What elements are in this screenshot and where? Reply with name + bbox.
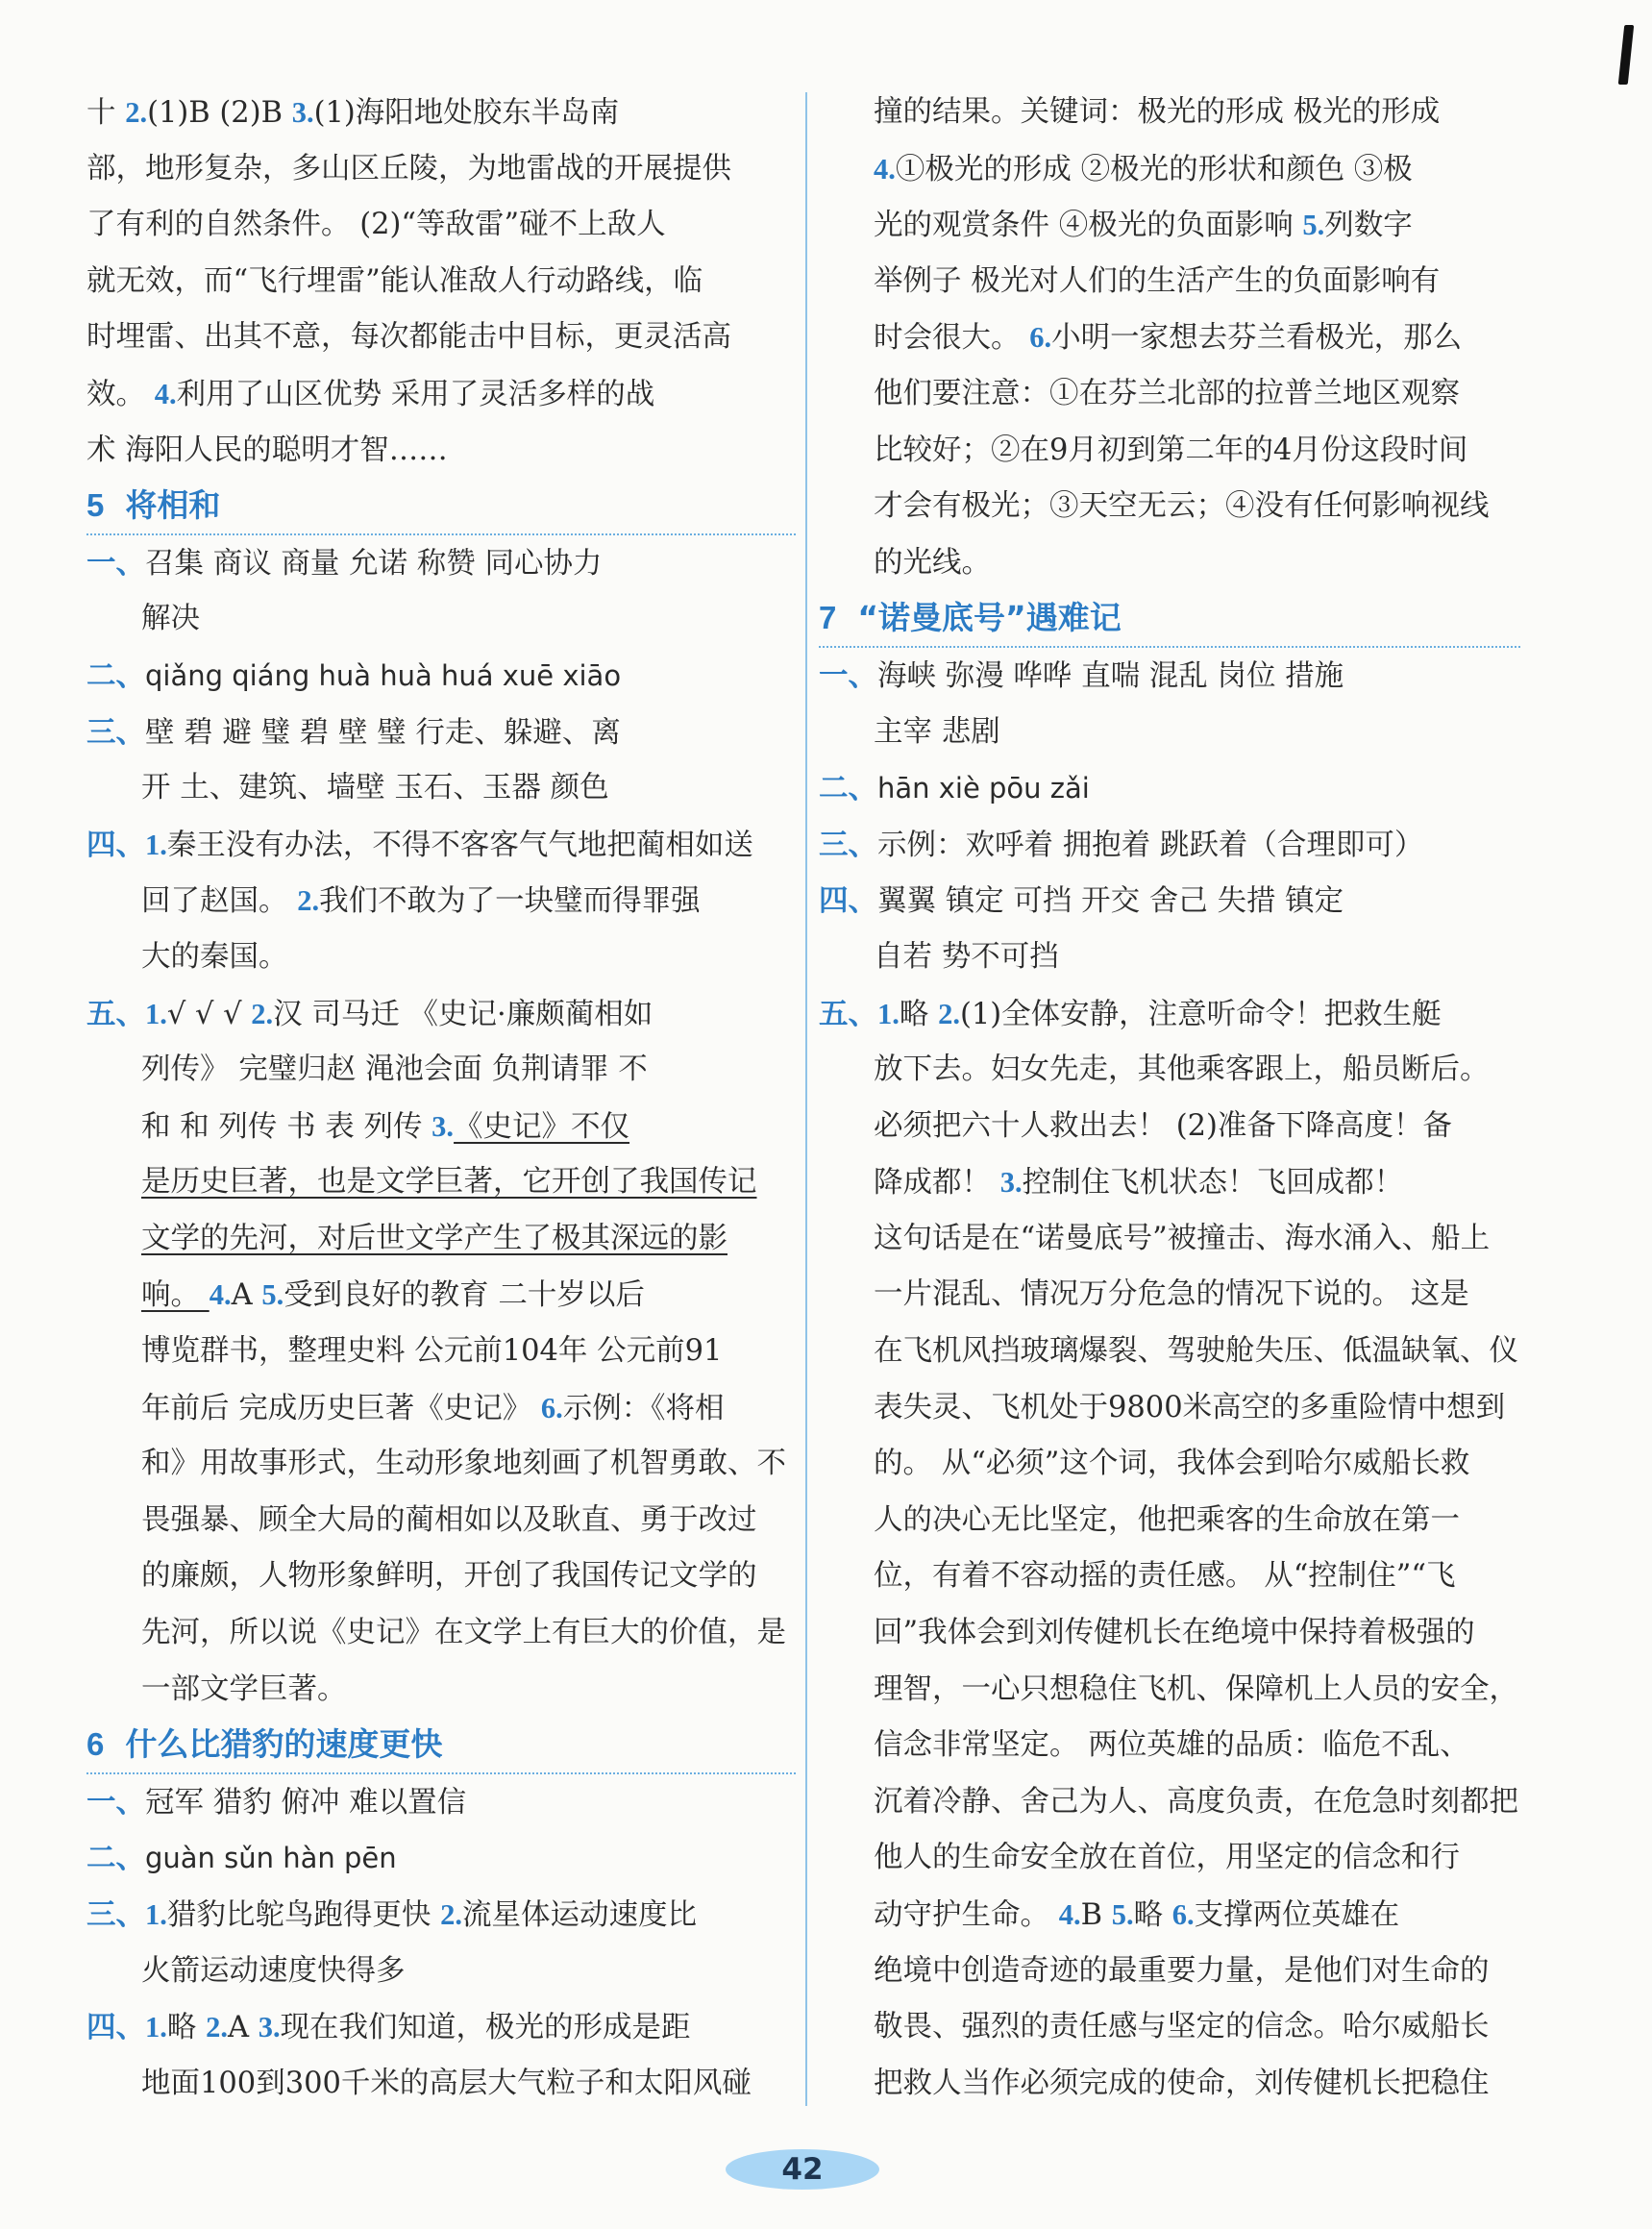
answer-line <box>819 1324 1520 1380</box>
answer-text: 沉着冷静、舍己为人、高度负责，在危急时刻都把 <box>874 1784 1518 1819</box>
answer-line <box>819 141 1520 198</box>
answer-line <box>86 817 796 874</box>
question-number: 6. <box>1029 321 1052 355</box>
answer-line <box>86 310 796 366</box>
answer-text: 先河，所以说《史记》在文学上有巨大的价值，是 <box>141 1616 786 1650</box>
question-number: 一、 <box>86 546 145 580</box>
answer-text: hān xiè pōu zǎi <box>877 772 1090 805</box>
answer-line <box>819 1605 1520 1662</box>
answer-text: 一片混乱、情况万分危急的情况下说的。 这是 <box>874 1277 1469 1312</box>
answer-line <box>819 1999 1520 2056</box>
question-number: 4. <box>154 377 177 410</box>
answer-text: 支撑两位英雄在 <box>1194 1898 1400 1932</box>
answer-line <box>819 1944 1520 2000</box>
answer-text: 举例子 极光对人们的生活产生的负面影响有 <box>874 263 1441 298</box>
answer-line <box>86 1211 796 1268</box>
question-number: 四、 <box>819 884 877 918</box>
answer-text: 利用了山区优势 采用了灵活多样的战 <box>176 377 655 411</box>
answer-text: 才会有极光；③天空无云；④没有任何影响视线 <box>874 489 1490 524</box>
answer-text: 现在我们知道，极光的形成是距 <box>280 2011 691 2045</box>
question-number: 6. <box>1171 1898 1195 1931</box>
question-number: 2. <box>440 1898 462 1931</box>
question-number: 一、 <box>819 658 877 692</box>
answer-text: 受到良好的教育 二十岁以后 <box>284 1278 645 1313</box>
question-number: 三、 <box>819 828 877 861</box>
answer-line <box>819 1830 1520 1887</box>
answer-text: 壁 碧 避 璧 碧 壁 璧 行走、躲避、离 <box>145 715 621 750</box>
answer-text: 示例：《将相 <box>562 1391 725 1425</box>
answer-text: (1)海阳地处胶东半岛南 <box>313 96 620 130</box>
answer-text: 略 <box>166 2011 207 2045</box>
answer-line <box>819 310 1520 366</box>
answer-text: 的光线。 <box>874 545 991 580</box>
question-number: 二、 <box>86 658 145 692</box>
answer-line <box>86 254 796 310</box>
answer-text: 和 和 列传 书 表 列传 <box>141 1109 432 1144</box>
answer-text: 位，有着不容动摇的责任感。 从“控制住”“飞 <box>874 1559 1456 1594</box>
answer-text: √ √ √ <box>166 997 252 1031</box>
answer-text: 地面100到300千米的高层大气粒子和太阳风碰 <box>141 2066 752 2100</box>
answer-line <box>86 535 796 592</box>
answer-line <box>86 423 796 480</box>
answer-line <box>86 1493 796 1549</box>
question-number: 3. <box>258 2011 281 2044</box>
answer-text: 必须把六十人救出去！ (2)准备下降高度！备 <box>874 1108 1452 1143</box>
answer-line <box>819 479 1520 535</box>
answer-line <box>819 1211 1520 1268</box>
answer-line <box>86 1267 796 1324</box>
answer-line <box>86 1774 796 1831</box>
question-number: 三、1. <box>86 1898 167 1931</box>
answer-text: 秦王没有办法，不得不客客气气地把蔺相如送 <box>166 828 753 862</box>
answer-line <box>819 423 1520 480</box>
answer-text: 《史记》不仅 <box>454 1109 630 1144</box>
answer-text: 汉 司马迁 《史记·廉颇蔺相如 <box>273 997 653 1031</box>
answer-line <box>86 1605 796 1662</box>
answer-text: 示例：欢呼着 拥抱着 跳跃着（合理即可） <box>877 828 1424 862</box>
answer-text: (1)B (2)B <box>147 96 292 130</box>
question-number: 4. <box>1058 1898 1081 1931</box>
answer-text: 略 <box>1133 1898 1172 1932</box>
answer-line <box>86 1999 796 2056</box>
answer-text: 列数字 <box>1324 209 1413 243</box>
answer-line <box>819 1662 1520 1719</box>
answer-line <box>86 648 796 705</box>
answer-text: 他人的生命安全放在首位，用坚定的信念和行 <box>874 1841 1460 1875</box>
answer-text: 理智，一心只想稳住飞机、保障机上人员的安全， <box>874 1672 1518 1706</box>
answer-text: 在飞机风挡玻璃爆裂、驾驶舱失压、低温缺氧、仪 <box>874 1334 1518 1369</box>
question-number: 3. <box>999 1166 1023 1200</box>
answer-line <box>86 1887 796 1944</box>
question-number: 2. <box>251 997 274 1030</box>
answer-text: 回了赵国。 <box>141 884 298 919</box>
answer-line <box>819 1436 1520 1493</box>
answer-text: 列传》 完璧归赵 渑池会面 负荆请罪 不 <box>141 1053 648 1087</box>
question-number: 四、1. <box>86 828 167 861</box>
question-number: 五、1. <box>819 997 900 1030</box>
answer-line <box>819 1887 1520 1944</box>
answer-text: 文学的先河，对后世文学产生了极其深远的影 <box>141 1221 727 1255</box>
answer-text: 表失灵、飞机处于9800米高空的多重险情中想到 <box>874 1390 1506 1424</box>
section-title: 什么比猎豹的速度更快 <box>125 1725 443 1764</box>
answer-text: 光的观赏条件 ④极光的负面影响 <box>874 209 1303 243</box>
answer-text: 主宰 悲剧 <box>874 714 1000 749</box>
question-number: 三、 <box>86 715 145 749</box>
question-number: 2. <box>938 997 960 1030</box>
section-number: 6 <box>86 1726 105 1763</box>
answer-text: 信念非常坚定。 两位英雄的品质：临危不乱、 <box>874 1728 1469 1763</box>
answer-text: 流星体运动速度比 <box>461 1898 697 1932</box>
answer-text: 小明一家想去芬兰看极光，那么 <box>1051 321 1463 356</box>
answer-text: 时会很大。 <box>874 321 1030 356</box>
answer-line <box>86 591 796 648</box>
answer-line <box>86 1944 796 2000</box>
answer-line <box>86 1042 796 1099</box>
answer-line <box>819 1774 1520 1831</box>
section-number: 7 <box>819 600 837 636</box>
answer-line <box>819 254 1520 310</box>
left-column <box>86 85 796 2113</box>
question-number: 一、 <box>86 1785 145 1819</box>
answer-line <box>819 986 1520 1043</box>
answer-text: 动守护生命。 <box>874 1898 1059 1932</box>
answer-text: 效。 <box>86 377 155 411</box>
answer-line <box>819 197 1520 254</box>
answer-text: 和》用故事形式，生动形象地刻画了机智勇敢、不 <box>141 1447 786 1481</box>
answer-text: 我们不敢为了一块璧而得罪强 <box>319 884 701 919</box>
answer-text: 年前后 完成历史巨著《史记》 <box>141 1391 541 1425</box>
answer-text: 开 土、建筑、墙壁 玉石、玉器 颜色 <box>141 771 609 805</box>
answer-line <box>86 705 796 761</box>
answer-line <box>819 648 1520 705</box>
answer-line <box>86 1099 796 1155</box>
answer-line <box>86 1662 796 1719</box>
answer-line <box>819 817 1520 874</box>
section-title: 将相和 <box>125 486 221 525</box>
question-number: 四、1. <box>86 2011 167 2044</box>
answer-text: 的廉颇，人物形象鲜明，开创了我国传记文学的 <box>141 1559 757 1594</box>
question-number: 二、 <box>86 1842 145 1875</box>
answer-line <box>819 1380 1520 1437</box>
answer-line <box>86 1380 796 1437</box>
answer-text: 这句话是在“诺曼底号”被撞击、海水涌入、船上 <box>874 1221 1491 1255</box>
answer-text: 自若 势不可挡 <box>874 939 1059 974</box>
question-number: 5. <box>1111 1898 1134 1931</box>
answer-line <box>86 873 796 929</box>
answer-line <box>819 366 1520 423</box>
answer-text: A <box>227 2011 259 2045</box>
answer-text: 撞的结果。关键词：极光的形成 极光的形成 <box>874 95 1441 129</box>
question-number: 2. <box>206 2011 228 2044</box>
answer-text: 海峡 弥漫 哗哗 直喘 混乱 岗位 措施 <box>877 658 1344 693</box>
answer-text: 绝境中创造奇迹的最重要力量，是他们对生命的 <box>874 1953 1490 1988</box>
answer-line <box>819 1493 1520 1549</box>
answer-line <box>86 85 796 141</box>
answer-line <box>819 760 1520 817</box>
answer-text: 时埋雷、出其不意，每次都能击中目标，更灵活高 <box>86 320 731 355</box>
answer-line <box>86 1154 796 1211</box>
answer-text: 大的秦国。 <box>141 939 288 974</box>
answer-line <box>86 986 796 1043</box>
answer-line <box>86 366 796 423</box>
answer-text: 火箭运动速度快得多 <box>141 1953 406 1988</box>
question-number: 5. <box>1302 209 1325 242</box>
answer-line <box>819 85 1520 141</box>
answer-line <box>86 1324 796 1380</box>
question-number: 五、1. <box>86 997 167 1030</box>
answer-line <box>819 1154 1520 1211</box>
answer-text: 猎豹比鸵鸟跑得更快 <box>166 1898 441 1932</box>
answer-text: 十 <box>86 96 126 130</box>
page-edge-shadow <box>1618 25 1635 85</box>
answer-line <box>819 1099 1520 1155</box>
answer-text: 人的决心无比坚定，他把乘客的生命放在第一 <box>874 1502 1460 1537</box>
answer-text: 降成都！ <box>874 1166 1000 1201</box>
answer-line <box>86 760 796 817</box>
answer-line <box>819 873 1520 929</box>
question-number: 5. <box>261 1278 284 1312</box>
answer-text: B <box>1080 1898 1112 1932</box>
answer-text: 了有利的自然条件。 (2)“等敌雷”碰不上敌人 <box>86 208 666 242</box>
answer-line <box>86 141 796 198</box>
answer-text: 博览群书，整理史料 公元前104年 公元前91 <box>141 1334 723 1369</box>
answer-text: 一部文学巨著。 <box>141 1672 347 1706</box>
answer-text: 畏强暴、顾全大局的蔺相如以及耿直、勇于改过 <box>141 1502 757 1537</box>
section-number: 5 <box>86 487 105 524</box>
answer-text: 敬畏、强烈的责任感与坚定的信念。哈尔威船长 <box>874 2010 1490 2044</box>
question-number: 3. <box>431 1109 455 1143</box>
question-number: 3. <box>291 96 314 129</box>
answer-text: 比较好；②在9月初到第二年的4月份这段时间 <box>874 433 1468 467</box>
question-number: 4. <box>874 152 896 186</box>
answer-text: ①极光的形成 ②极光的形状和颜色 ③极 <box>895 152 1413 186</box>
answer-text: 解决 <box>141 602 200 636</box>
answer-line <box>86 1830 796 1887</box>
page-number: 42 <box>726 2149 879 2190</box>
answer-text: 冠军 猎豹 俯冲 难以置信 <box>145 1785 467 1820</box>
answer-text: 回”我体会到刘传健机长在绝境中保持着极强的 <box>874 1616 1475 1650</box>
answer-line <box>819 535 1520 592</box>
column-divider <box>805 92 807 2106</box>
answer-text: 放下去。妇女先走，其他乘客跟上，船员断后。 <box>874 1053 1490 1087</box>
answer-text: qiǎng qiáng huà huà huá xuē xiāo <box>145 658 622 692</box>
answer-line <box>819 705 1520 761</box>
answer-line <box>86 929 796 986</box>
answer-line <box>819 1042 1520 1099</box>
answer-text: A <box>231 1278 262 1313</box>
answer-line <box>819 1718 1520 1774</box>
question-number: 2. <box>125 96 148 129</box>
question-number: 2. <box>297 884 320 918</box>
answer-text: 他们要注意：①在芬兰北部的拉普兰地区观察 <box>874 376 1460 410</box>
answer-text: 术 海阳人民的聪明才智…… <box>86 433 448 467</box>
right-column <box>819 85 1520 2113</box>
answer-text: 是历史巨著，也是文学巨著，它开创了我国传记 <box>141 1165 757 1200</box>
section-heading <box>819 591 1520 648</box>
section-title: “诺曼底号”遇难记 <box>857 599 1122 637</box>
question-number: 4. <box>209 1278 232 1312</box>
answer-line <box>819 2056 1520 2113</box>
answer-text: 翼翼 镇定 可挡 开交 舍己 失措 镇定 <box>877 884 1344 919</box>
answer-text: 召集 商议 商量 允诺 称赞 同心协力 <box>145 546 603 581</box>
answer-text: 部，地形复杂，多山区丘陵，为地雷战的开展提供 <box>86 151 731 186</box>
answer-text: 略 <box>899 997 939 1031</box>
answer-text: 响。 <box>141 1278 210 1313</box>
answer-text: 把救人当作必须完成的使命，刘传健机长把稳住 <box>874 2066 1490 2100</box>
section-heading <box>86 1718 796 1774</box>
answer-line <box>819 1548 1520 1605</box>
answer-text: (1)全体安静，注意听命令！把救生艇 <box>959 997 1442 1031</box>
answer-line <box>86 1548 796 1605</box>
answer-text: 控制住飞机状态！飞回成都！ <box>1022 1166 1404 1201</box>
answer-line <box>819 929 1520 986</box>
answer-text: 的。 从“必须”这个词，我体会到哈尔威船长救 <box>874 1447 1470 1481</box>
question-number: 6. <box>540 1391 563 1424</box>
answer-text: 就无效，而“飞行埋雷”能认准敌人行动路线，临 <box>86 263 703 298</box>
answer-line <box>819 1267 1520 1324</box>
answer-line <box>86 1436 796 1493</box>
section-heading <box>86 479 796 535</box>
question-number: 二、 <box>819 772 877 805</box>
answer-text: guàn sǔn hàn pēn <box>145 1842 397 1875</box>
answer-line <box>86 2056 796 2113</box>
answer-line <box>86 197 796 254</box>
